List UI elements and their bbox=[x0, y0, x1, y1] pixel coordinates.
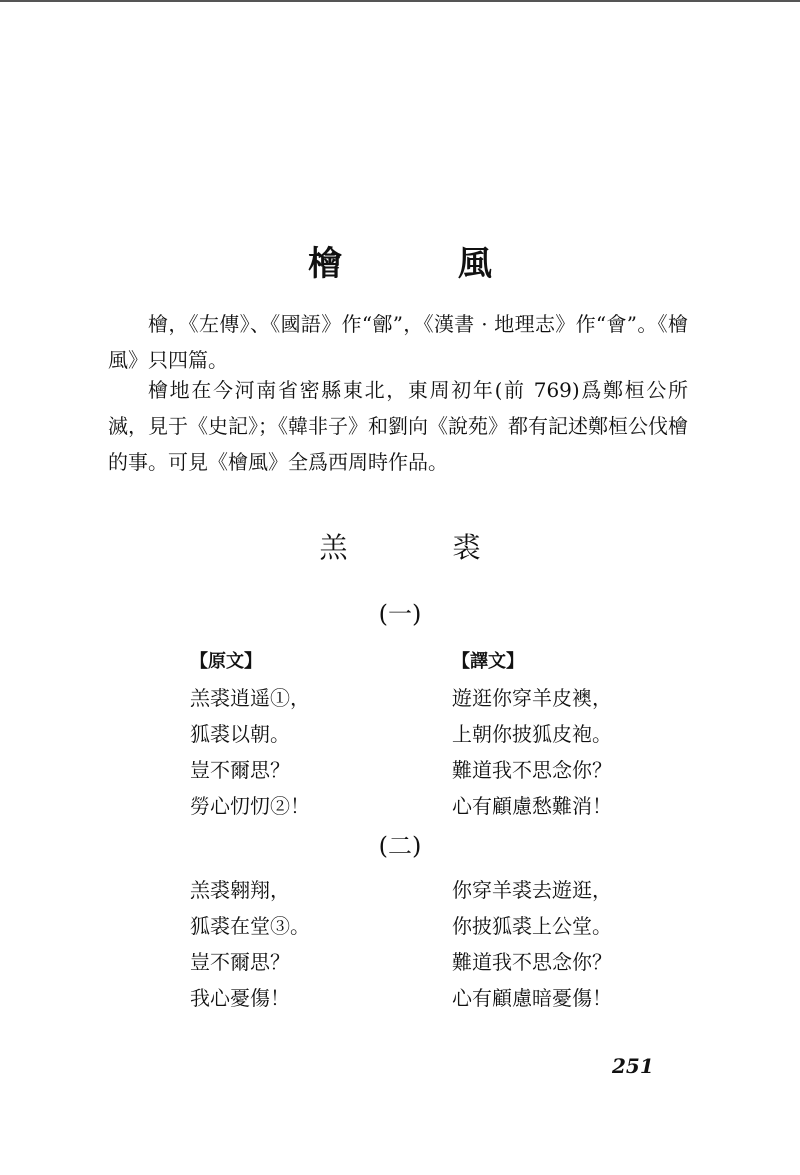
original-text-column bbox=[190, 644, 310, 824]
section-title: 檜 風 bbox=[308, 244, 544, 284]
poem-line: 勞心忉忉②！ bbox=[190, 794, 310, 818]
translation-line: 心有顧慮愁難消！ bbox=[452, 794, 612, 818]
translation-line: 心有顧慮暗憂傷！ bbox=[452, 986, 612, 1010]
translation-line: 遊逛你穿羊皮襖， bbox=[452, 686, 612, 710]
translation-text-column bbox=[452, 644, 612, 824]
poem-line: 豈不爾思？ bbox=[190, 950, 290, 974]
poem-line: 羔裘逍遥①， bbox=[190, 686, 310, 710]
original-label: 【原文】 bbox=[190, 651, 262, 672]
stanza-number: (一) bbox=[378, 600, 422, 628]
original-text-column bbox=[190, 872, 310, 1016]
translation-line: 上朝你披狐皮袍。 bbox=[452, 722, 612, 746]
poem-line: 狐裘在堂③。 bbox=[190, 914, 310, 938]
page-number: 251 bbox=[612, 1054, 654, 1078]
top-border-line bbox=[0, 0, 800, 2]
translation-text-column bbox=[452, 872, 612, 1016]
poem-line: 羔裘翱翔， bbox=[190, 878, 290, 902]
translation-line: 難道我不思念你？ bbox=[452, 950, 612, 974]
poem-title: 羔 裘 bbox=[319, 531, 529, 564]
poem-line: 豈不爾思？ bbox=[190, 758, 290, 782]
stanza-number: (二) bbox=[378, 832, 422, 860]
intro-paragraph-1: 檜，《左傳》、《國語》作“鄶”，《漢書 · 地理志》作“會”。《檜風》只四篇。 bbox=[108, 312, 688, 372]
intro-paragraph-2: 檜地在今河南省密縣東北，東周初年(前 769)爲鄭桓公所滅，見于《史記》；《韓非子》和劉向《說苑》都有記述鄭桓公伐檜的事。可見《檜風》全爲西周時作品。 bbox=[108, 378, 688, 474]
translation-line: 你披狐裘上公堂。 bbox=[452, 914, 612, 938]
translation-line: 你穿羊裘去遊逛， bbox=[452, 878, 612, 902]
poem-line: 狐裘以朝。 bbox=[190, 722, 290, 746]
translation-label: 【譯文】 bbox=[452, 651, 524, 672]
poem-line: 我心憂傷！ bbox=[190, 986, 290, 1010]
translation-line: 難道我不思念你？ bbox=[452, 758, 612, 782]
